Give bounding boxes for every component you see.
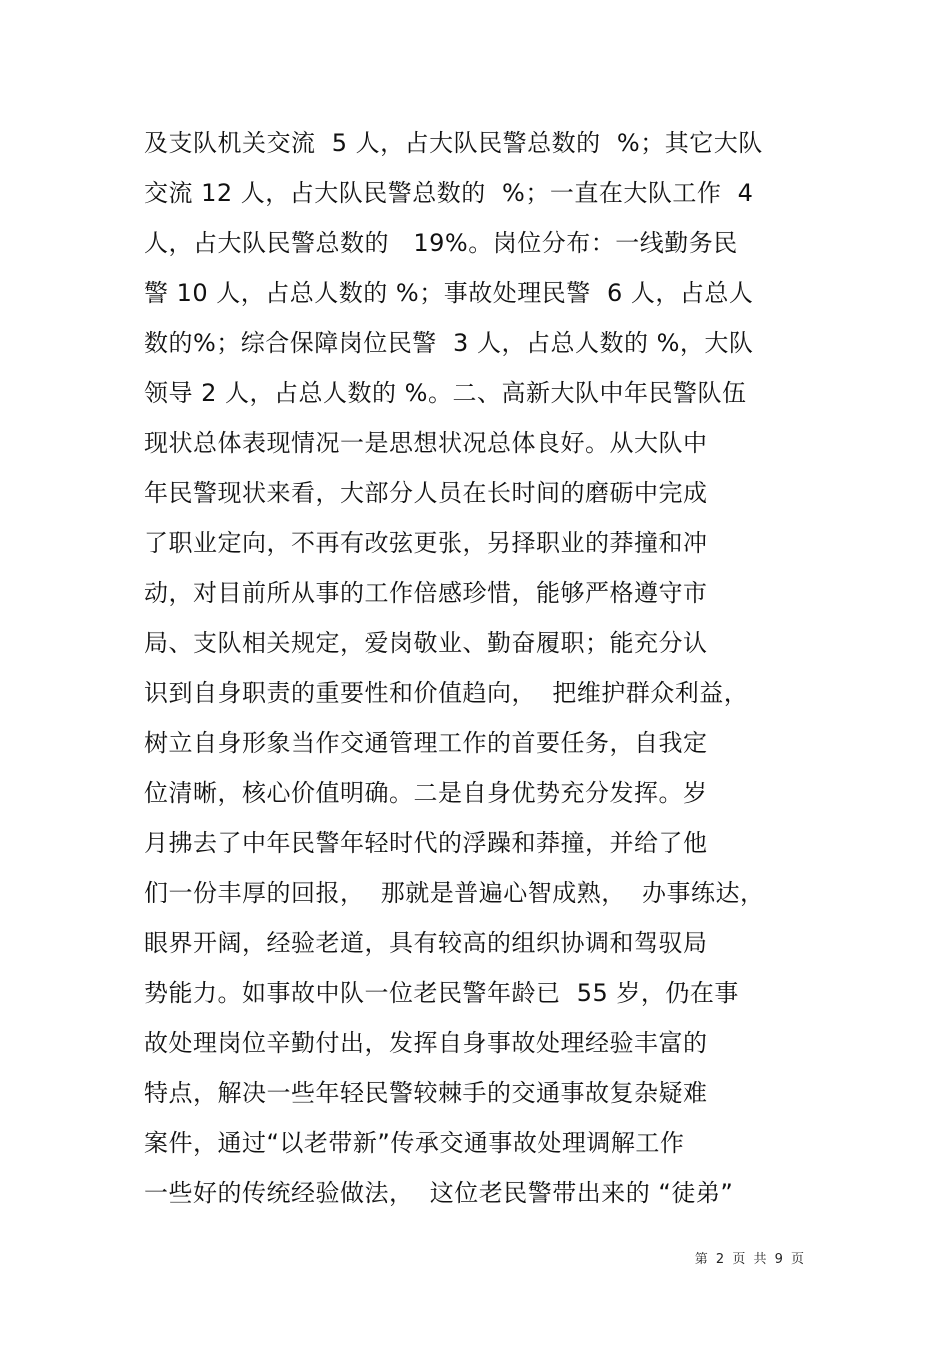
text-line: 特点，解决一些年轻民警较棘手的交通事故复杂疑难 xyxy=(144,1079,708,1107)
text-line: 数的%；综合保障岗位民警 3 人，占总人数的 %，大队 xyxy=(144,329,754,357)
text-line: 了职业定向，不再有改弦更张，另择职业的莽撞和冲 xyxy=(144,529,708,557)
text-line: 势能力。如事故中队一位老民警年龄已 55 岁，仍在事 xyxy=(144,979,739,1007)
text-line: 眼界开阔，经验老道，具有较高的组织协调和驾驭局 xyxy=(144,929,708,957)
text-line: 动，对目前所从事的工作倍感珍惜，能够严格遵守市 xyxy=(144,579,708,607)
text-line: 们一份丰厚的回报， 那就是普遍心智成熟， 办事练达， xyxy=(144,879,765,907)
page-number: 第 2 页 共 9 页 xyxy=(694,1252,806,1267)
text-line: 人，占大队民警总数的 19%。岗位分布：一线勤务民 xyxy=(144,229,738,257)
text-line: 警 10 人，占总人数的 %；事故处理民警 6 人，占总人 xyxy=(144,279,754,307)
text-line: 月拂去了中年民警年轻时代的浮躁和莽撞，并给了他 xyxy=(144,829,708,857)
text-line: 领导 2 人，占总人数的 %。二、高新大队中年民警队伍 xyxy=(144,379,747,407)
text-line: 交流 12 人，占大队民警总数的 %；一直在大队工作 4 xyxy=(144,179,754,207)
text-line: 识到自身职责的重要性和价值趋向， 把维护群众利益， xyxy=(144,679,749,707)
text-line: 位清晰，核心价值明确。二是自身优势充分发挥。岁 xyxy=(144,779,708,807)
text-line: 树立自身形象当作交通管理工作的首要任务，自我定 xyxy=(144,729,708,757)
text-line: 年民警现状来看，大部分人员在长时间的磨砺中完成 xyxy=(144,479,708,507)
body-text xyxy=(144,118,824,1218)
text-line: 故处理岗位辛勤付出，发挥自身事故处理经验丰富的 xyxy=(144,1029,708,1057)
text-line: 局、支队相关规定，爱岗敬业、勤奋履职；能充分认 xyxy=(144,629,708,657)
text-line: 及支队机关交流 5 人，占大队民警总数的 %；其它大队 xyxy=(144,129,763,157)
text-line: 一些好的传统经验做法， 这位老民警带出来的 “徒弟” xyxy=(144,1179,734,1207)
text-line: 案件，通过“以老带新”传承交通事故处理调解工作 xyxy=(144,1129,685,1157)
text-line: 现状总体表现情况一是思想状况总体良好。从大队中 xyxy=(144,429,708,457)
